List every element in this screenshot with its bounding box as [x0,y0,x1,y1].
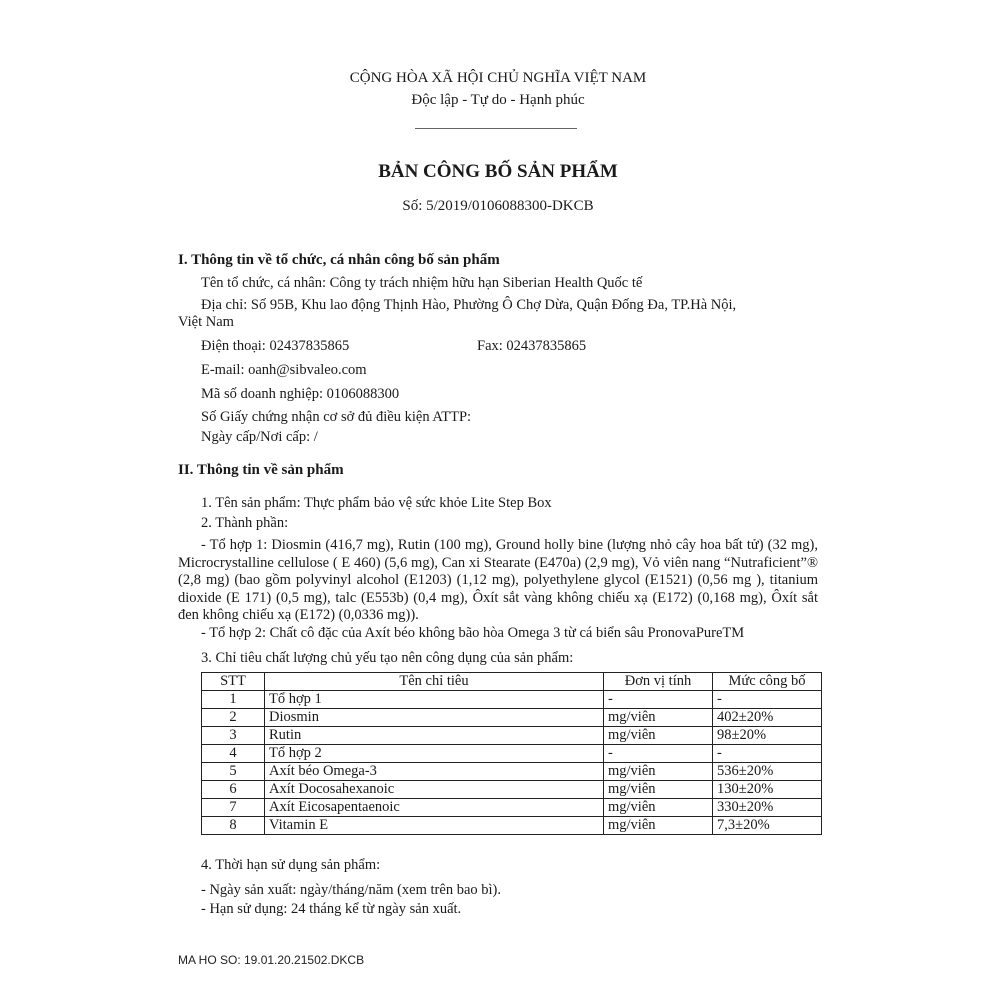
ingredients-label: 2. Thành phần: [201,515,289,531]
header-divider [415,128,577,129]
table-cell: 6 [202,781,265,799]
table-cell: - [604,745,713,763]
combo1-ingredients: - Tổ hợp 1: Diosmin (416,7 mg), Rutin (100 mg), Ground holly bine (lượng nhỏ cây hoa bất tử) (32 mg), Microcrystalline cellulose ( E 460) (5,6 mg), Can xi Stearate (E470a) (2,9 mg), Vỏ viên nang “Nutraficient”® (2,8 mg) (bao gồm polyvinyl alcohol (E1203) (1,12 mg), polyethylene glycol (E1521) (0,56 mg ), titanium dioxide (E 171) (0,5 mg), talc (E553b) (0,4 mg), Ôxít sắt vàng không chiếu xạ (E172) (0,168 mg), Ôxít sắt đen không chiếu xạ (E172) (0,0336 mg)). [178,537,818,623]
section2-heading: II. Thông tin về sản phẩm [178,462,344,478]
motto: Độc lập - Tự do - Hạnh phúc [411,92,585,108]
table-row [202,817,822,835]
org-name: Tên tổ chức, cá nhân: Công ty trách nhiệm hữu hạn Siberian Health Quốc tế [201,275,643,291]
table-cell: mg/viên [604,727,713,745]
table-cell: mg/viên [604,817,713,835]
header-cell: STT [202,673,265,691]
table-cell: 5 [202,763,265,781]
document-title: BẢN CÔNG BỐ SẢN PHẨM [378,161,618,182]
table-cell: Vitamin E [265,817,604,835]
table-cell: - [713,745,822,763]
table-row [202,709,822,727]
table-cell: 7 [202,799,265,817]
header-cell: Đơn vị tính [604,673,713,691]
fax: Fax: 02437835865 [477,338,587,354]
country-header: CỘNG HÒA XÃ HỘI CHỦ NGHĨA VIỆT NAM [349,70,647,86]
table-cell: 402±20% [713,709,822,727]
table-cell: 98±20% [713,727,822,745]
certificate: Số Giấy chứng nhận cơ sở đủ điều kiện ATTP: [201,409,472,425]
combo2-ingredients: - Tổ hợp 2: Chất cô đặc của Axít béo không bão hòa Omega 3 từ cá biển sâu PronovaPureTM [201,625,745,641]
table-cell: mg/viên [604,799,713,817]
table-cell: Tổ hợp 1 [265,691,604,709]
table-cell: mg/viên [604,781,713,799]
table-cell: Axít béo Omega-3 [265,763,604,781]
table-cell: 1 [202,691,265,709]
table-cell: Diosmin [265,709,604,727]
quality-label: 3. Chỉ tiêu chất lượng chủ yếu tạo nên công dụng của sản phẩm: [201,650,574,666]
table-row [202,691,822,709]
table-row [202,799,822,817]
section1-heading: I. Thông tin về tổ chức, cá nhân công bố sản phẩm [178,252,500,268]
business-code: Mã số doanh nghiệp: 0106088300 [201,386,400,402]
record-number: MA HO SO: 19.01.20.21502.DKCB [178,953,365,967]
table-cell: Axít Eicosapentaenoic [265,799,604,817]
table-cell: - [713,691,822,709]
address-line2: Việt Nam [178,314,234,330]
table-cell: 7,3±20% [713,817,822,835]
manufacture-date: - Ngày sản xuất: ngày/tháng/năm (xem trên bao bì). [201,882,501,898]
table-row [202,763,822,781]
table-cell: - [604,691,713,709]
table-cell: 4 [202,745,265,763]
table-cell: 3 [202,727,265,745]
header-cell: Mức công bố [713,673,822,691]
table-cell: Axít Docosahexanoic [265,781,604,799]
table-row [202,781,822,799]
phone: Điện thoại: 02437835865 [201,338,350,354]
document-number: Số: 5/2019/0106088300-DKCB [402,198,594,214]
table-cell: Tổ hợp 2 [265,745,604,763]
table-cell: 536±20% [713,763,822,781]
table-cell: 130±20% [713,781,822,799]
table-cell: 330±20% [713,799,822,817]
table-row [202,745,822,763]
product-name: 1. Tên sản phẩm: Thực phẩm bảo vệ sức khỏe Lite Step Box [201,495,552,511]
shelf-life-label: 4. Thời hạn sử dụng sản phẩm: [201,857,381,873]
address-line1: Địa chỉ: Số 95B, Khu lao động Thịnh Hào, Phường Ô Chợ Dừa, Quận Đống Đa, TP.Hà Nội, [201,297,737,313]
table-cell: Rutin [265,727,604,745]
header-cell: Tên chỉ tiêu [265,673,604,691]
table-cell: mg/viên [604,763,713,781]
table-cell: mg/viên [604,709,713,727]
issue-date-place: Ngày cấp/Nơi cấp: / [201,429,318,445]
table-header-row [202,673,822,691]
table-cell: 8 [202,817,265,835]
expiry-date: - Hạn sử dụng: 24 tháng kể từ ngày sản xuất. [201,901,462,917]
table-cell: 2 [202,709,265,727]
email: E-mail: oanh@sibvaleo.com [201,362,367,378]
quality-table [201,672,822,835]
table-row [202,727,822,745]
